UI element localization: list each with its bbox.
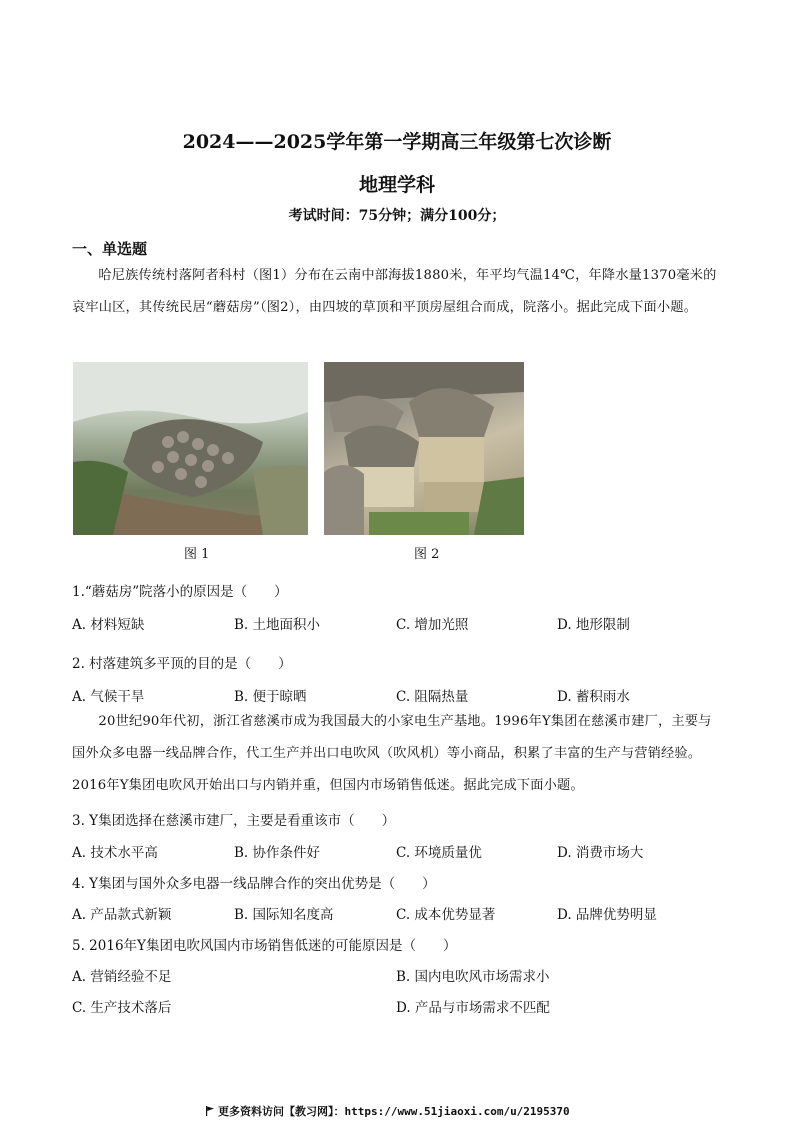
q4-option-d: D. 品牌优势明显 bbox=[557, 907, 657, 923]
q2-option-d: D. 蓄积雨水 bbox=[557, 689, 630, 705]
q4-option-c: C. 成本优势显著 bbox=[396, 907, 496, 923]
q4-option-a: A. 产品款式新颖 bbox=[72, 907, 172, 923]
q1-option-b: B. 土地面积小 bbox=[234, 617, 321, 633]
q3-option-a: A. 技术水平高 bbox=[72, 845, 158, 861]
document-title: 2024——2025学年第一学期高三年级第七次诊断 bbox=[182, 131, 612, 153]
q3-option-d: D. 消费市场大 bbox=[557, 845, 644, 861]
question-1: 1.“蘑菇房”院落小的原因是（ ） bbox=[72, 584, 288, 600]
subject-title: 地理学科 bbox=[358, 174, 435, 196]
passage-1: 哈尼族传统村落阿者科村（图1）分布在云南中部海拔1880米，年平均气温14℃，年降水量1370毫米的哀牢山区，其传统民居“蘑菇房”（图2），由四坡的草顶和平顶房屋组合而成，院落小。据此完成下面小题。 bbox=[72, 268, 717, 315]
exam-info: 考试时间：75分钟；满分100分； bbox=[288, 208, 506, 224]
q5-option-c: C. 生产技术落后 bbox=[72, 1000, 172, 1016]
q3-option-b: B. 协作条件好 bbox=[234, 845, 321, 861]
q2-option-c: C. 阻隔热量 bbox=[396, 689, 469, 705]
section-heading: 一、单选题 bbox=[72, 240, 148, 258]
q5-option-b: B. 国内电吹风市场需求小 bbox=[396, 969, 550, 985]
q2-option-b: B. 便于晾晒 bbox=[234, 689, 307, 705]
q3-option-c: C. 环境质量优 bbox=[396, 845, 482, 861]
q5-option-d: D. 产品与市场需求不匹配 bbox=[396, 1000, 550, 1016]
q1-option-c: C. 增加光照 bbox=[396, 617, 469, 633]
q2-option-a: A. 气候干旱 bbox=[72, 689, 145, 705]
question-3: 3. Y集团选择在慈溪市建厂，主要是看重该市（ ） bbox=[72, 813, 396, 829]
question-5: 5. 2016年Y集团电吹风国内市场销售低迷的可能原因是（ ） bbox=[72, 938, 457, 954]
footer-link[interactable] bbox=[206, 1103, 570, 1119]
flag-icon bbox=[206, 1106, 214, 1116]
question-4: 4. Y集团与国外众多电器一线品牌合作的突出优势是（ ） bbox=[72, 876, 436, 892]
q1-option-a: A. 材料短缺 bbox=[72, 617, 145, 633]
figure-1-village-photo bbox=[73, 362, 308, 535]
question-2: 2. 村落建筑多平顶的目的是（ ） bbox=[72, 656, 292, 672]
footer-text[interactable]: 更多资料访问【教习网】：https://www.51jiaoxi.com/u/2195370 bbox=[218, 1105, 570, 1118]
figure-2-caption: 图 2 bbox=[414, 547, 440, 562]
figure-1-caption: 图 1 bbox=[184, 547, 210, 562]
q4-option-b: B. 国际知名度高 bbox=[234, 907, 334, 923]
figure-2-mushroom-house-photo bbox=[324, 362, 524, 535]
q1-option-d: D. 地形限制 bbox=[557, 617, 630, 633]
q5-option-a: A. 营销经验不足 bbox=[72, 969, 172, 985]
passage-2: 20世纪90年代初，浙江省慈溪市成为我国最大的小家电生产基地。1996年Y集团在慈溪市建厂，主要与国外众多电器一线品牌合作，代工生产并出口电吹风（吹风机）等小商品，积累了丰富的生产与营销经验。2016年Y集团电吹风开始出口与内销并重，但国内市场销售低迷。据此完成下面小题。 bbox=[72, 714, 712, 793]
